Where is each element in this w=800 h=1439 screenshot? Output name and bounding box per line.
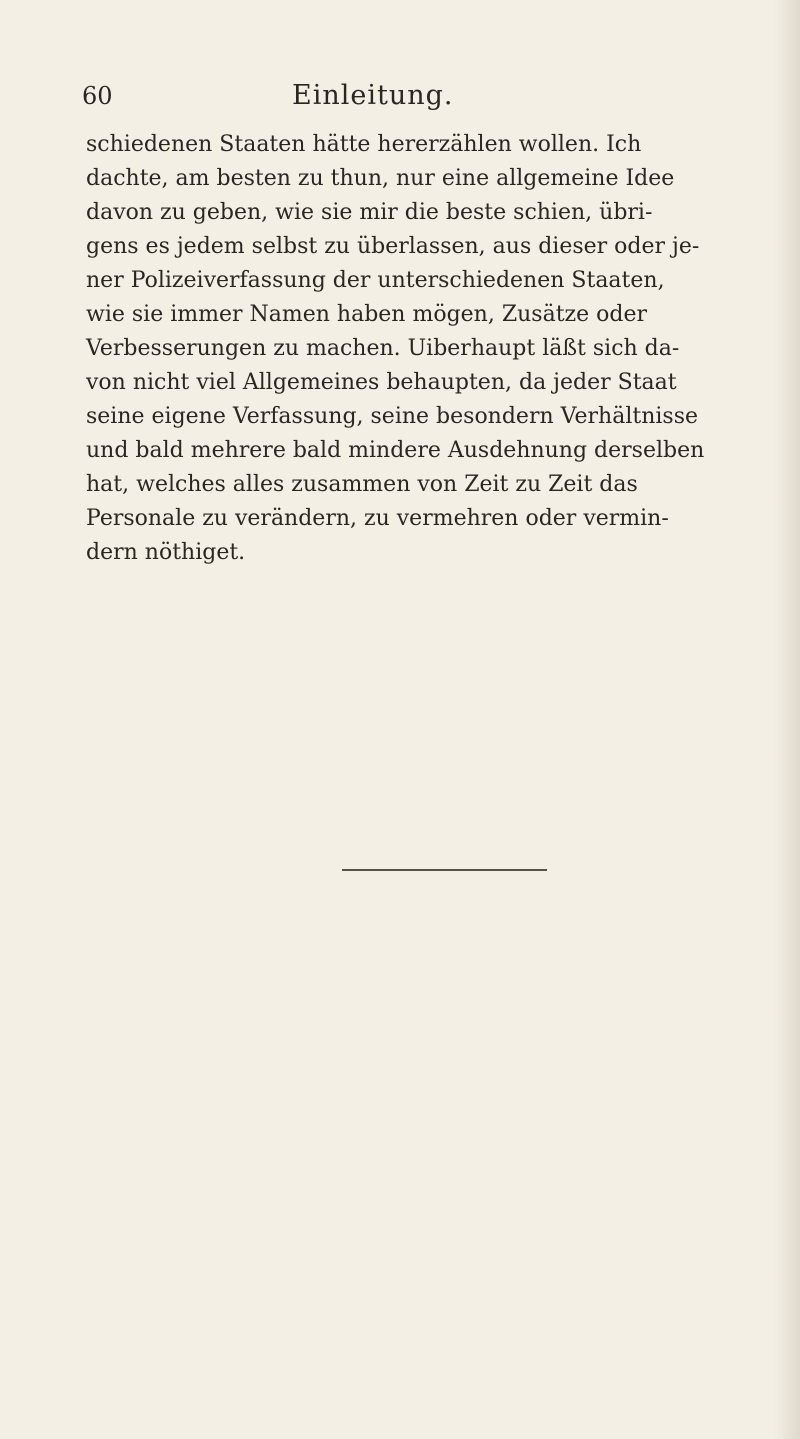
text-line: hat, welches alles zusammen von Zeit zu Zeit das <box>86 472 638 497</box>
text-line: und bald mehrere bald mindere Ausdehnung derselben <box>86 438 705 463</box>
page-header <box>82 82 722 122</box>
text-line: ner Polizeiverfassung der unterschiedenen Staaten, <box>86 268 665 293</box>
text-line: schiedenen Staaten hätte hererzählen wollen. Ich <box>86 132 642 157</box>
text-line: dachte, am besten zu thun, nur eine allgemeine Idee <box>86 166 675 191</box>
text-line: wie sie immer Namen haben mögen, Zusätze oder <box>86 302 647 327</box>
running-title: Einleitung. <box>292 80 454 111</box>
text-line: Verbesserungen zu machen. Uiberhaupt läßt sich da- <box>86 336 680 361</box>
text-line: seine eigene Verfassung, seine besondern Verhältnisse <box>86 404 699 429</box>
body-text <box>86 128 726 570</box>
text-line: von nicht viel Allgemeines behaupten, da jeder Staat <box>86 370 677 395</box>
text-line: Personale zu verändern, zu vermehren oder vermin- <box>86 506 669 531</box>
section-divider-rule <box>342 869 547 871</box>
text-line: dern nöthiget. <box>86 540 246 565</box>
text-line: gens es jedem selbst zu überlassen, aus dieser oder je- <box>86 234 700 259</box>
page-edge-shadow <box>774 0 800 1439</box>
page-number: 60 <box>82 82 113 110</box>
text-line: davon zu geben, wie sie mir die beste schien, übri- <box>86 200 653 225</box>
